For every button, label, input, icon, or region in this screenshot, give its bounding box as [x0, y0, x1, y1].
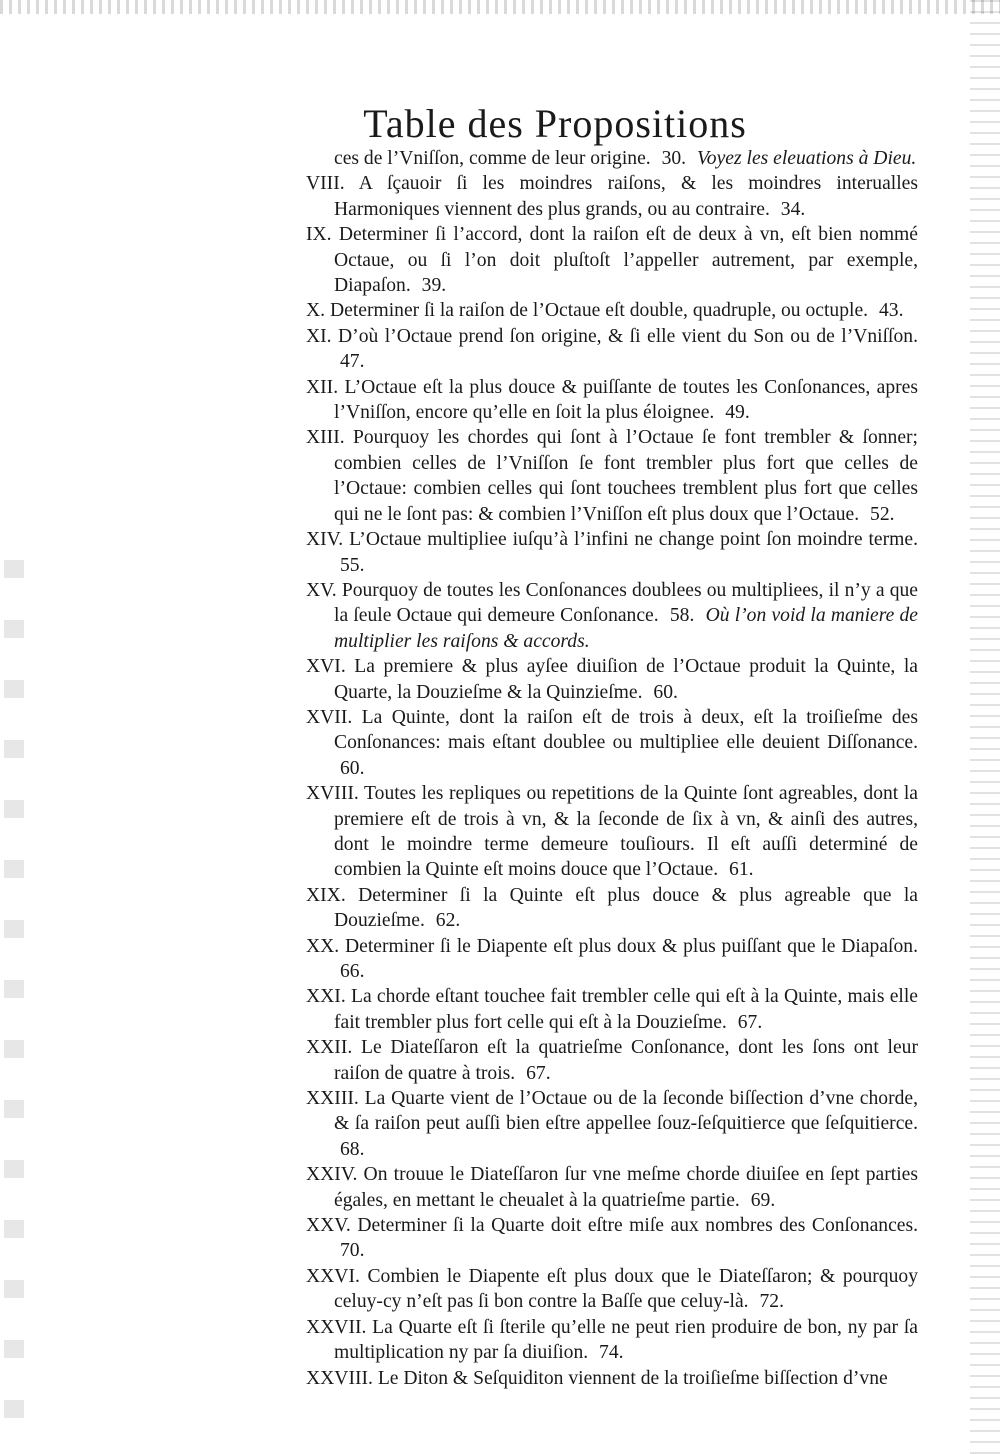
- entry-text: Le Diton & Seſquiditon viennent de la troiſieſme biſſection d’vne: [377, 1367, 888, 1389]
- page-reference: 60.: [340, 757, 365, 779]
- proposition-number: X.: [306, 300, 326, 322]
- page-reference: 55.: [340, 554, 365, 576]
- page-reference: 43.: [878, 300, 904, 322]
- scan-edge-top: [0, 0, 1000, 14]
- entry-text: ces de l’Vniſſon, comme de leur origine.: [334, 148, 651, 169]
- page-title: Table des Propositions: [363, 101, 747, 146]
- list-item: [306, 1213, 918, 1264]
- list-item: [306, 654, 918, 705]
- list-item: [306, 1366, 918, 1391]
- proposition-number: XXVII.: [306, 1316, 367, 1338]
- entry-text: Pourquoy les chordes qui ſont à l’Octaue ſe font trembler & ſonner; combien celles de l’Vniſſon ſe font trembler plus fort que celles de l’Octaue: combien celles qui ſont touchees tremblent plus fort que celles qui ne le ſont pas: & combien l’Vniſſon eſt plus doux que l’Octaue.: [334, 427, 918, 525]
- entry-text: Toutes les repliques ou repetitions de la Quinte ſont agreables, dont la premiere eſt de trois à vn, & la ſeconde de ſix à vn, & ainſi des autres, dont le moindre terme demeure touſiours. Il eſt auſſi determiné de combien la Quinte eſt moins douce que l’Octaue.: [334, 783, 918, 881]
- proposition-number: IX.: [306, 224, 332, 246]
- proposition-number: XV.: [306, 579, 337, 601]
- list-item: [306, 1315, 918, 1366]
- entry-text: Determiner ſi le Diapente eſt plus doux & plus puiſſant que le Diapaſon.: [345, 935, 918, 957]
- entry-text: Determiner ſi l’accord, dont la raiſon eſt de deux à vn, eſt bien nommé Octaue, ou ſi l’on doit pluſtoſt l’appeller autrement, par exemple, Diapaſon.: [334, 224, 918, 297]
- list-item: [306, 527, 918, 578]
- proposition-number: XXI.: [306, 986, 346, 1008]
- page-reference: 72.: [759, 1291, 784, 1313]
- list-item: [306, 705, 918, 781]
- list-item: [306, 1086, 918, 1162]
- list-item: [306, 934, 918, 985]
- entry-text: La Quarte eſt ſi ſterile qu’elle ne peut rien produire de bon, ny par ſa multiplication ny par ſa diuiſion.: [334, 1316, 918, 1364]
- page-reference: 67.: [526, 1062, 551, 1084]
- proposition-number: XXII.: [306, 1037, 353, 1059]
- entry-text: La premiere & plus ayſee diuiſion de l’Octaue produit la Quinte, la Quarte, la Douzieſme & la Quinzieſme.: [334, 656, 918, 703]
- page-reference: 52.: [870, 503, 895, 525]
- list-item: [306, 1162, 918, 1213]
- entry-text: La Quinte, dont la raiſon eſt de trois à deux, eſt la troiſieſme des Conſonances: mais eſtant doublee ou multipliee elle deuient Diſſonance.: [334, 706, 918, 754]
- scan-edge-right: [970, 0, 1000, 1454]
- proposition-number: XXIV.: [306, 1164, 358, 1186]
- list-item: [306, 375, 918, 426]
- entry-text: L’Octaue eſt la plus douce & puiſſante de toutes les Conſonances, apres l’Vniſſon, encore qu’elle en ſoit la plus éloignee.: [334, 376, 918, 424]
- list-item: [306, 171, 918, 222]
- page-reference: 62.: [435, 910, 461, 932]
- entry-note: Voyez les eleuations à Dieu.: [696, 148, 917, 169]
- list-item: [306, 781, 918, 883]
- list-item: [306, 298, 918, 323]
- entry-text: A ſçauoir ſi les moindres raiſons, & les moindres interualles Harmoniques viennent des plus grands, ou au contraire.: [334, 173, 918, 220]
- entry-text: On trouue le Diateſſaron ſur vne meſme chorde diuiſee en ſept parties égales, en mettant le cheualet à la quatrieſme partie.: [334, 1164, 918, 1211]
- page-reference: 69.: [750, 1189, 776, 1211]
- list-item: [306, 222, 918, 298]
- entry-text: Le Diateſſaron eſt la quatrieſme Conſonance, dont les ſons ont leur raiſon de quatre à trois.: [334, 1037, 918, 1084]
- proposition-number: XXIII.: [306, 1088, 359, 1110]
- list-item: [306, 984, 918, 1035]
- list-item: [306, 324, 918, 375]
- list-item: [306, 1264, 918, 1315]
- list-item: [306, 883, 918, 934]
- entry-text: Determiner ſi la raiſon de l’Octaue eſt double, quadruple, ou octuple.: [329, 300, 869, 322]
- page-reference: 68.: [340, 1138, 365, 1160]
- proposition-number: XVIII.: [306, 783, 359, 805]
- list-item: [306, 425, 918, 527]
- entry-text: Combien le Diapente eſt plus doux que le Diateſſaron; & pourquoy celuy-cy n’eſt pas ſi bon contre la Baſſe que celuy-là.: [334, 1265, 918, 1313]
- page-reference: 58.: [669, 605, 695, 627]
- page-reference: 39.: [421, 275, 447, 297]
- page-reference: 30.: [661, 148, 687, 169]
- page-reference: 61.: [729, 859, 754, 881]
- proposition-number: VIII.: [306, 173, 345, 195]
- entry-note: Où l’on void la maniere de multiplier les raiſons & accords.: [334, 605, 918, 652]
- page-reference: 70.: [340, 1240, 365, 1262]
- page-reference: 60.: [653, 681, 678, 703]
- page-reference: 74.: [599, 1342, 624, 1364]
- entry-text: Determiner ſi la Quinte eſt plus douce & plus agreable que la Douzieſme.: [334, 884, 918, 932]
- proposition-number: XXVI.: [306, 1265, 360, 1287]
- page-reference: 34.: [780, 198, 806, 220]
- entry-text: La Quarte vient de l’Octaue ou de la ſeconde biſſection d’vne chorde, & ſa raiſon peut auſſi bien eſtre appellee ſouz-ſeſquitierce que ſeſquitierce.: [334, 1088, 919, 1135]
- proposition-number: XIX.: [306, 884, 346, 906]
- page-reference: 67.: [737, 1011, 763, 1033]
- proposition-number: XIII.: [306, 427, 345, 449]
- proposition-number: XVII.: [306, 706, 353, 728]
- entry-text: D’où l’Octaue prend ſon origine, & ſi elle vient du Son ou de l’Vniſſon.: [338, 325, 918, 347]
- proposition-number: XX.: [306, 935, 340, 957]
- page-reference: 66.: [340, 961, 365, 982]
- proposition-number: XXVIII.: [306, 1367, 373, 1389]
- entry-text: L’Octaue multipliee iuſqu’à l’infini ne change point ſon moindre terme.: [349, 529, 918, 551]
- proposition-number: XXV.: [306, 1215, 351, 1237]
- proposition-number: XVI.: [306, 656, 346, 678]
- proposition-number: XII.: [306, 376, 339, 398]
- entry-text: La chorde eſtant touchee fait trembler celle qui eſt à la Quinte, mais elle fait trembler plus fort celle qui eſt à la Douzieſme.: [334, 986, 918, 1033]
- list-item: [306, 1035, 918, 1086]
- scan-edge-left: [4, 560, 24, 1440]
- page-reference: 49.: [725, 402, 750, 424]
- proposition-list: [306, 146, 918, 1391]
- list-item: [306, 578, 918, 654]
- page-reference: 47.: [340, 351, 365, 373]
- proposition-number: XI.: [306, 325, 332, 347]
- list-item: [306, 146, 918, 171]
- proposition-number: XIV.: [306, 529, 344, 551]
- entry-text: Pourquoy de toutes les Conſonances doublees ou multipliees, il n’y a que la ſeule Octaue qui demeure Conſonance.: [334, 579, 918, 627]
- entry-text: Determiner ſi la Quarte doit eſtre miſe aux nombres des Conſonances.: [357, 1215, 918, 1237]
